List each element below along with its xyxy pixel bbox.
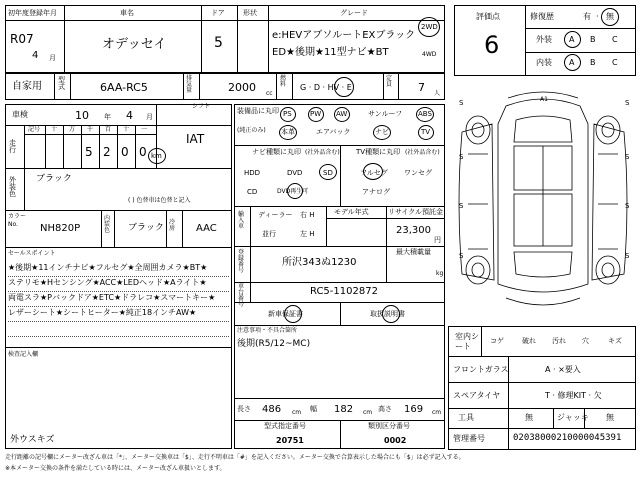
diagram-s-2: S (625, 99, 630, 107)
width-unit: cm (363, 409, 373, 416)
repair-label: 修復歴 (530, 12, 554, 21)
inspector-note: 外ウスキズ (10, 435, 55, 445)
height-unit: cm (432, 409, 442, 416)
shape-label: 形状 (243, 9, 257, 17)
car-name-label: 車名 (120, 9, 134, 17)
max-load-label: 最大積載量 (396, 248, 431, 256)
diagram-s-3: S (459, 153, 464, 161)
color-label: カラー (8, 213, 27, 220)
mileage-digit-4: 0 (139, 145, 147, 159)
mileage-digit-1: 5 (85, 145, 93, 159)
model-code: 6AA-RC5 (100, 81, 148, 94)
color-no-label: No. (8, 221, 18, 228)
score-label: 評価点 (476, 12, 500, 21)
registration-value: 所沢343ぬ1230 (282, 257, 357, 268)
windshield-label: フロントガラス (453, 365, 509, 374)
sales-point-line-2: ステリモ★Hセンシング★ACC★LEDヘッド★Aライト★ (8, 278, 207, 287)
inspection-sheet: 初年度登録年月 R07 4 月 車名 オデッセイ ドア 5 形状 グレード e:HEVアブソルートEXブラック ED★後期★11型ナビ★BT 2WD 4WD 自家用 型式 6AA-RC5 排気量 2000 cc 燃料 G · D · HV · E 定員 7 人 車検 10 年 4 月 シフト IAT 走行 記号 十 万 千 百 十 一 5 2 0 0 km 外装色 ブラック ( ) 色替車は色替と記入 カラー No. NH820P 内装色 ブラック 冷房 AAC セールスポイント ★後期★11インチナビ★フルセグ★全周囲カメラ★BT★ ステリモ★Hセンシング★ACC★LEDヘッド★Aライト★ 両電スラ★Pバックドア★ETC★ドラレコ★スマートキー★ レザーシート★シートヒーター★純正18インチAW★ 検査記入欄 外ウスキズ 装備品に丸印 (純正のみ) PS PW AW サンルーフ ABS 本革 エアバック ナビ TV ナビ種類に丸印 (社外品含む) HDD DVD SD CD DVD再生可 TV種類に丸印 (社外品含む) フルセグ ワンセグ アナログ 輸入車 ディーラー 並行 右 H 左 H モデル年式 リサイクル預託金 23,300 円 最大積載量 登録番号 所沢343ぬ1230 kg 車台番号 RC5-1102872 新車保証書 取扱説明書 注意事項・不具合箇所 後期(R5/12~MC) 長さ 486 cm 幅 182 cm 高さ 169 cm 型式指定番号 20751 類別区分番号 0002 評価点 6 修復歴 有 · 無 外装 A B C 内装 A B C S S S S S S S S A1 室内シート コゲ 破れ 汚れ 穴 キズ フロントガラス A · ×要入 スペアタイヤ T · 修理KIT · 欠 工具 無 ジャッキ 無 管理番号 02038000210000045391 走行距離の記号欄にメーター改ざん車は「*」、メーター交換車は「$」、走行不明車は「#」を記入ください。メーター交換で合算表示した場合にも「$」は必ず記入する。 ※本メーター交換の条件を満たしている時には、メーター改ざん車扱いとします。 (0, 0, 640, 480)
navi-label: ナビ種類に丸印 (252, 148, 301, 156)
tv-label: TV種類に丸印 (356, 148, 401, 156)
recycle-label: リサイクル預託金 (388, 208, 444, 216)
exterior-note: ( ) 色替車は色替と記入 (128, 197, 191, 204)
equip-navi: ナビ (375, 128, 389, 136)
type-value: 20751 (276, 436, 304, 445)
grade-label: グレード (340, 9, 368, 17)
car-body-diagram (448, 84, 638, 320)
grade-line-2: ED★後期★11型ナビ★BT (272, 47, 389, 58)
diagram-s-1: S (459, 99, 464, 107)
jack-label: ジャッキ (557, 413, 589, 422)
ac-value: AAC (196, 223, 217, 234)
equip-pw: PW (310, 110, 322, 118)
door-count: 5 (214, 35, 223, 51)
doc-manual: 取扱説明書 (370, 310, 405, 318)
displacement-value: 2000 (228, 81, 256, 94)
notes-value: 後期(R5/12~MC) (237, 339, 311, 349)
door-label: ドア (211, 9, 225, 17)
mileage-digit-2: 2 (103, 145, 111, 159)
exterior-label: 外装色 (9, 176, 16, 198)
place-10: 十 (123, 126, 130, 133)
navi-hdd: HDD (244, 169, 261, 177)
spec-row (5, 73, 445, 100)
drive-4wd: 4WD (422, 51, 437, 58)
cabin-tear: 破れ (522, 337, 536, 345)
sales-point-line-4: レザーシート★シートヒーター★純正18インチAW★ (8, 308, 197, 317)
inspection-month: 4 (126, 109, 133, 122)
capacity-value: 7 (418, 81, 425, 94)
diagram-s-6: S (625, 202, 630, 210)
equipment-sublabel: (純正のみ) (237, 127, 266, 134)
jack-value: 無 (606, 413, 614, 422)
import-label: 輸入車 (238, 211, 245, 230)
equip-airbag: エアバック (316, 128, 351, 136)
cabin-burn: コゲ (490, 337, 504, 345)
fuel-label: 燃料 (280, 75, 287, 88)
fuel-selected-circle (334, 77, 354, 97)
import-right: 右 H (300, 211, 315, 219)
grade-line-1: e:HEVアブソルートEXブラック (272, 30, 416, 41)
registration-label: 登録番号 (238, 249, 245, 274)
interior-color-label: 内装色 (104, 215, 111, 234)
equipment-label: 装備品に丸印 (237, 107, 279, 115)
usage-private: 自家用 (12, 81, 42, 92)
grade-exterior-label: 外装 (536, 35, 552, 44)
navi-dvd: DVD (287, 169, 303, 177)
grade-interior-b: B (590, 58, 596, 67)
inspection-label: 車検 (12, 110, 28, 119)
class-value: 0002 (384, 436, 407, 445)
spare-label: スペアタイヤ (453, 391, 501, 400)
person-unit: 人 (434, 90, 441, 97)
management-number: 02038000210000045391 (513, 433, 622, 443)
footer-line-2: ※本メーター交換の条件を満たしている時には、メーター改ざん車扱いとします。 (5, 465, 226, 472)
tv-oneseg: ワンセグ (404, 169, 432, 177)
notes-label: 注意事項・不具合箇所 (237, 327, 298, 334)
import-dealer: ディーラー (258, 211, 293, 219)
sales-point-line-3: 両電スラ★Pバックドア★ETC★ドラレコ★スマートキー★ (8, 293, 216, 302)
drive-2wd: 2WD (421, 23, 438, 31)
cabin-label: 室内シート (455, 332, 479, 351)
equip-ps: PS (283, 110, 292, 118)
place-100: 百 (105, 126, 112, 133)
grade-exterior-c: C (612, 35, 618, 44)
tv-analog: アナログ (362, 188, 390, 196)
fuel-options: G · D · HV · E (300, 83, 352, 92)
width-value: 182 (334, 404, 354, 415)
grade-interior-a: A (569, 58, 575, 67)
tools-value: 無 (525, 413, 533, 422)
equip-leather: 本革 (281, 128, 295, 136)
inspection-year: 10 (75, 109, 89, 122)
first-reg-month: 4 (32, 50, 39, 61)
tools-label: 工具 (458, 413, 474, 422)
score-value: 6 (484, 31, 500, 59)
length-label: 長さ (237, 405, 251, 413)
spare-value: T · 修理KIT · 欠 (545, 391, 602, 400)
car-name: オデッセイ (102, 37, 167, 52)
capacity-label: 定員 (386, 75, 393, 88)
kg-unit: kg (436, 270, 444, 277)
model-year-label: モデル年式 (334, 208, 369, 216)
type-label: 型式指定番号 (264, 422, 306, 430)
chassis-value: RC5-1102872 (310, 286, 378, 297)
length-unit: cm (292, 409, 302, 416)
navi-cd: CD (247, 188, 258, 196)
sales-points-label: セールスポイント (8, 250, 56, 257)
footer-line-1: 走行距離の記号欄にメーター改ざん車は「*」、メーター交換車は「$」、走行不明車は「#」を記入ください。メーター交換で合算表示した場合にも「$」は必ず記入する。 (5, 454, 465, 461)
class-label: 類別区分番号 (368, 422, 410, 430)
shift-label: シフト (192, 103, 211, 110)
year-unit: 年 (104, 113, 111, 121)
first-reg-label: 初年度登録年月 (8, 9, 57, 17)
km-unit: km (151, 152, 162, 160)
month-unit: 月 (49, 54, 56, 62)
place-10k: 万 (69, 126, 76, 133)
model-label: 型式 (58, 76, 65, 91)
mileage-label: 走行 (9, 139, 16, 154)
management-label: 管理番号 (453, 434, 485, 443)
import-parallel: 並行 (262, 230, 276, 238)
navi-sublabel: (社外品含む) (305, 149, 340, 156)
windshield-value: A · ×要入 (545, 365, 581, 374)
grade-interior-label: 内装 (536, 58, 552, 67)
navi-dvd-play: DVD再生可 (277, 188, 309, 195)
place-1k: 千 (87, 126, 94, 133)
yen-unit: 円 (434, 236, 441, 244)
grade-exterior-b: B (590, 35, 596, 44)
place-1: 一 (141, 126, 148, 133)
cabin-hole: 穴 (582, 337, 589, 345)
equip-aw: AW (336, 110, 348, 118)
inspector-label: 検査記入欄 (8, 351, 39, 358)
diagram-s-4: S (625, 153, 630, 161)
first-reg-year: R07 (10, 32, 34, 46)
month-unit-2: 月 (146, 113, 153, 121)
place-100k: 十 (51, 126, 58, 133)
diagram-s-7: S (459, 252, 464, 260)
width-label: 幅 (310, 405, 317, 413)
sales-point-line-1: ★後期★11インチナビ★フルセグ★全周囲カメラ★BT★ (8, 263, 208, 272)
mileage-digit-3: 0 (121, 145, 129, 159)
color-code: NH820P (40, 223, 81, 234)
mileage-memo-label: 記号 (28, 126, 41, 133)
interior-color: ブラック (128, 223, 164, 233)
diagram-a1: A1 (540, 96, 548, 103)
equip-tv: TV (421, 128, 431, 136)
exterior-value: ブラック (36, 174, 72, 184)
ac-label: 冷房 (169, 219, 176, 232)
navi-sd: SD (323, 169, 333, 177)
cabin-scratch: キズ (608, 337, 622, 345)
doc-warranty: 新車保証書 (268, 310, 303, 318)
repair-yes: 有 (583, 12, 591, 21)
diagram-s-8: S (625, 252, 630, 260)
displacement-label: 排気量 (186, 75, 193, 94)
cc-unit: cc (266, 90, 273, 97)
tv-sublabel: (社外品含む) (405, 149, 440, 156)
tv-fullseg: フルセグ (360, 169, 388, 177)
height-label: 高さ (378, 405, 392, 413)
grade-interior-c: C (612, 58, 618, 67)
diagram-s-5: S (459, 202, 464, 210)
height-value: 169 (404, 404, 424, 415)
equip-abs: ABS (418, 110, 432, 118)
repair-no: 無 (606, 12, 614, 21)
chassis-label: 車台番号 (238, 283, 245, 308)
grade-exterior-a: A (569, 35, 575, 44)
cabin-dirt: 汚れ (552, 337, 566, 345)
length-value: 486 (262, 404, 282, 415)
equip-sunroof: サンルーフ (368, 110, 403, 118)
import-left: 左 H (300, 230, 315, 238)
shift-value: IAT (186, 132, 205, 146)
recycle-value: 23,300 (396, 225, 431, 236)
